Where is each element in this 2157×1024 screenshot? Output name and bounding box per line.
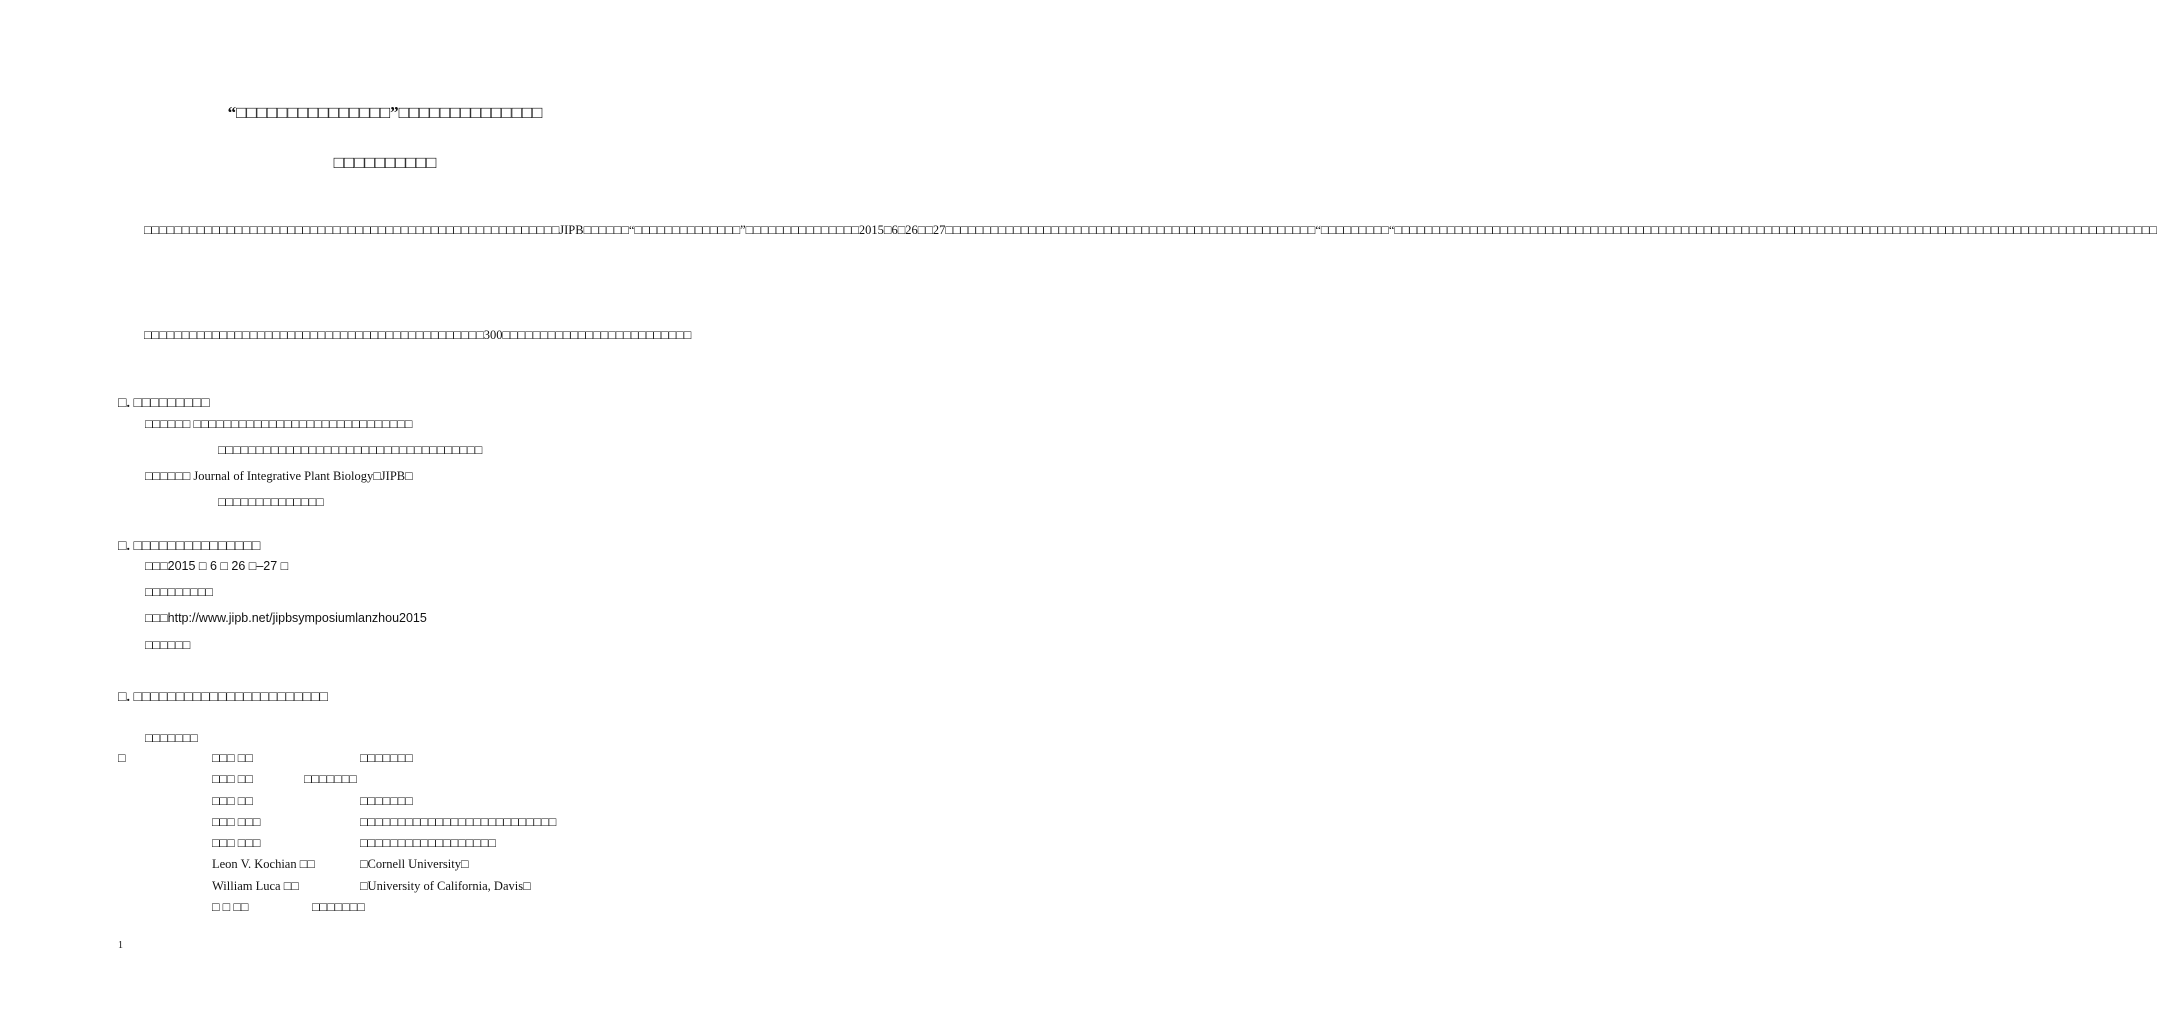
member-affiliation: □□□□□□□□□□□□□□□□□□□□□□□□□□ (360, 815, 557, 829)
member-name: □□□ □□ (212, 794, 253, 808)
section-1-row: □□□□□□ Journal of Integrative Plant Biology□JIPB□ (145, 469, 413, 483)
member-name: William Luca □□ (212, 879, 299, 893)
section-2-heading: □. □□□□□□□□□□□□□□□ (118, 539, 261, 554)
member-affiliation: □□□□□□□ (312, 900, 365, 914)
section-1-row: □□□□□□□□□□□□□□□□□□□□□□□□□□□□□□□□□□□ (218, 443, 483, 457)
committee-label: □□□□□□□ (145, 731, 198, 745)
member-name: □□□ □□□ (212, 836, 261, 850)
member-name: □□□ □□□ (212, 815, 261, 829)
intro-paragraph-2: □□□□□□□□□□□□□□□□□□□□□□□□□□□□□□□□□□□□□□□□□□□□□300□□□□□□□□□□□□□□□□□□□□□□□□□ (144, 328, 692, 342)
section-1-row: □□□□□□ □□□□□□□□□□□□□□□□□□□□□□□□□□□□□ (145, 417, 413, 431)
member-affiliation: □University of California, Davis□ (360, 879, 531, 893)
section-2-row: □□□□□□ (145, 638, 191, 652)
member-affiliation: □□□□□□□ (360, 751, 413, 765)
member-affiliation: □Cornell University□ (360, 857, 469, 871)
member-name: □□□ □□ (212, 772, 253, 786)
member-name: Leon V. Kochian □□ (212, 857, 315, 871)
section-2-row: □□□□□□□□□ (145, 585, 213, 599)
intro-paragraph-1: □□□□□□□□□□□□□□□□□□□□□□□□□□□□□□□□□□□□□□□□□□□□□□□□□□□□□□□JIPB□□□□□□“□□□□□□□□□□□□□□”□□□□□□□□□□□□□□□2015□6□26□□27□□□□□□□□□□□□□□□□□□□□□□□□□□□□□□□□□□□□□□□□□□□□□□□□□“□□□□□□□□□“□□□□□□□□□□□□□□□□□□□□□□□□□□□□□□□□□□□□□□□□□□□□□□□□□□□□□□□□□□□□□□□□□□□□□□□□□□□□□□□□□□□□□□□□□□□□□□□□□□□□□ (144, 223, 2157, 237)
section-3-heading: □. □□□□□□□□□□□□□□□□□□□□□□□ (118, 690, 328, 705)
list-bullet: □ (118, 751, 126, 765)
member-name: □ □ □□ (212, 900, 249, 914)
document-subtitle: □□□□□□□□□□ (333, 153, 437, 172)
section-1-row: □□□□□□□□□□□□□□ (218, 495, 324, 509)
section-1-heading: □. □□□□□□□□□ (118, 396, 210, 411)
page-number: 1 (118, 940, 123, 951)
member-affiliation: □□□□□□□ (360, 794, 413, 808)
section-2-row: □□□2015 □ 6 □ 26 □–27 □ (145, 559, 289, 573)
member-name: □□□ □□ (212, 751, 253, 765)
section-2-row: □□□http://www.jipb.net/jipbsymposiumlanzhou2015 (145, 611, 427, 625)
document-title: “□□□□□□□□□□□□□□□”□□□□□□□□□□□□□□ (227, 103, 543, 122)
member-affiliation: □□□□□□□ (304, 772, 357, 786)
member-affiliation: □□□□□□□□□□□□□□□□□□ (360, 836, 496, 850)
